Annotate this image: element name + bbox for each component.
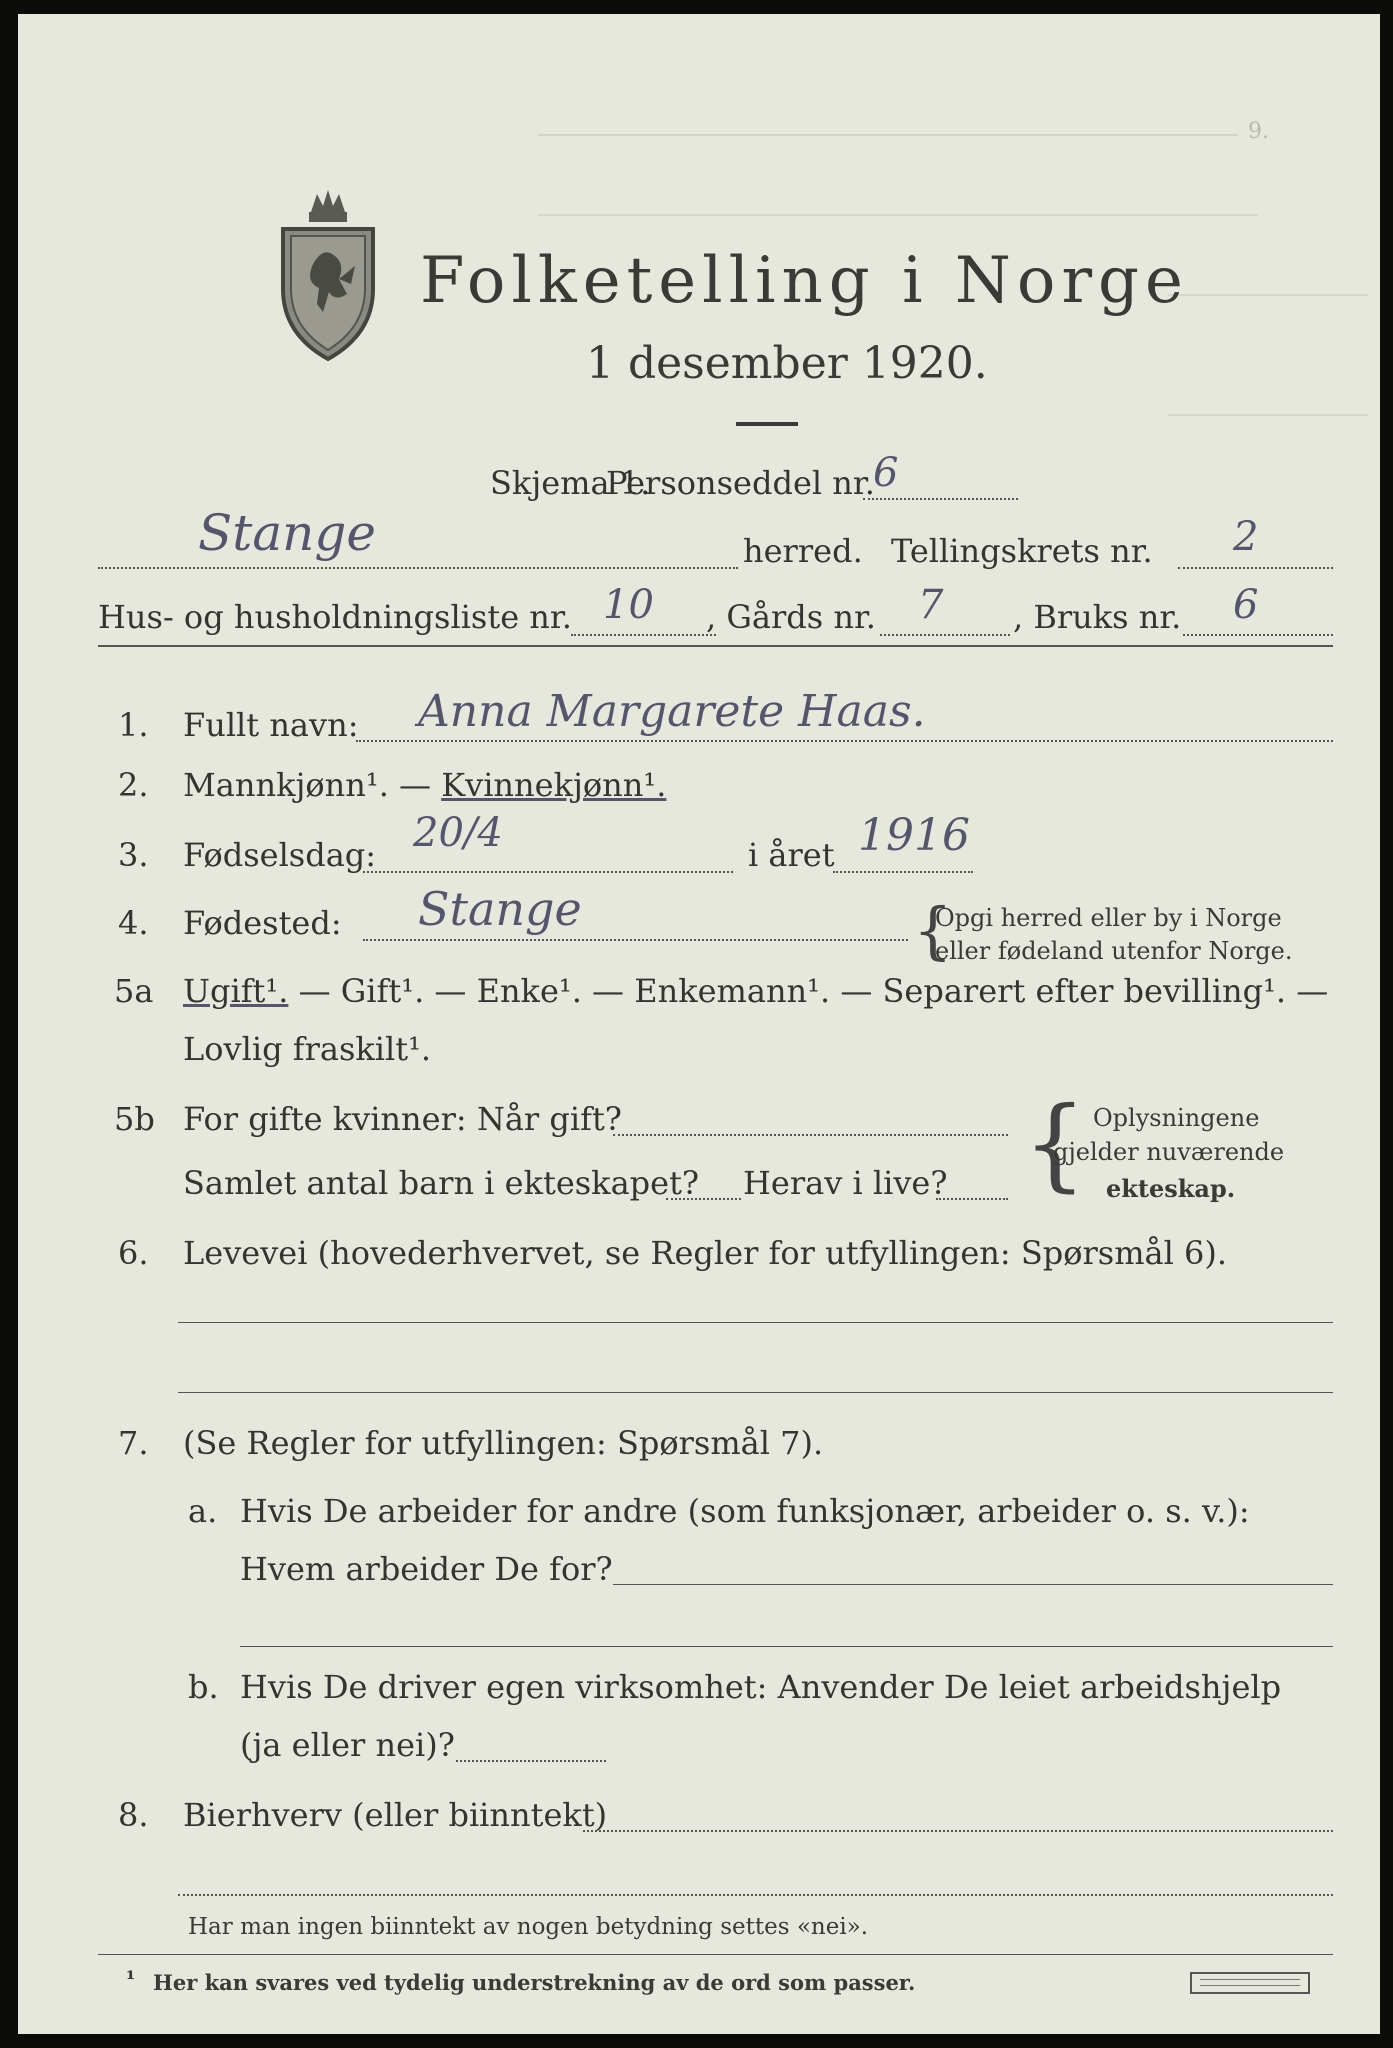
q7-label: (Se Regler for utfyllingen: Spørsmål 7). [183,1424,824,1462]
q2-mannkjonn-option[interactable]: Mannkjønn¹. — [183,766,442,804]
bruks-value[interactable]: 6 [1233,582,1259,628]
gards-label: , Gårds nr. [706,598,876,636]
bleed-through-line [1168,414,1368,416]
q3-number: 3. [118,836,149,874]
q5b-note-line3: ekteskap. [1106,1174,1236,1203]
gards-field-line [880,634,1010,636]
census-date: 1 desember 1920. [586,338,988,389]
q7a-letter: a. [188,1492,218,1530]
title-divider [736,422,798,426]
q1-label: Fullt navn: [183,706,359,744]
q5b-barn-label: Samlet antal barn i ekteskapet? [183,1164,700,1202]
q2-kvinnekjonn-option[interactable]: Kvinnekjønn¹. [441,766,667,804]
q5a-number: 5a [114,972,154,1010]
q8-number: 8. [118,1796,149,1834]
q5b-number: 5b [114,1100,155,1138]
form-title: Folketelling i Norge [420,244,1189,318]
bleed-through-text: 9. [1248,119,1269,144]
q7b-ja-nei-label: (ja eller nei)? [240,1726,455,1764]
q6-answer-line-1[interactable] [178,1322,1333,1323]
q8-answer-line[interactable] [583,1830,1333,1832]
q5b-nar-gift-field-line [613,1134,1008,1136]
q5b-nar-gift-label: For gifte kvinner: Når gift? [183,1100,622,1138]
q3-birthday-value[interactable]: 20/4 [413,810,503,856]
q4-note-line1: Opgi herred eller by i Norge [935,904,1282,932]
q4-birthplace-value[interactable]: Stange [418,882,582,936]
q7a-hvem-label: Hvem arbeider De for? [240,1550,613,1588]
gards-value[interactable]: 7 [918,582,944,628]
q5b-i-live-label: Herav i live? [743,1164,948,1202]
norwegian-coat-of-arms-icon [273,184,383,364]
q7-number: 7. [118,1424,149,1462]
q7a-answer-line-2[interactable] [240,1646,1333,1647]
q4-brace: { [913,894,953,967]
herred-label: herred. [743,532,863,570]
herred-value[interactable]: Stange [198,504,376,562]
q3-year-value[interactable]: 1916 [858,810,970,861]
bruks-label: , Bruks nr. [1013,598,1182,636]
q6-number: 6. [118,1234,149,1272]
husliste-value[interactable]: 10 [603,582,654,628]
q7b-text: Hvis De driver egen virksomhet: Anvender De leiet arbeidshjelp [240,1668,1282,1706]
q3-year-label: i året [748,836,835,874]
q2-number: 2. [118,766,149,804]
tellingskrets-value[interactable]: 2 [1233,514,1259,560]
herred-field-line [98,567,738,569]
bleed-through-line [1168,294,1368,296]
q4-note-line2: eller fødeland utenfor Norge. [935,937,1293,965]
bruks-field-line [1183,634,1333,636]
q3-field-line [363,871,733,873]
q6-label: Levevei (hovederhvervet, se Regler for utfyllingen: Spørsmål 6). [183,1234,1228,1272]
printer-stamp-icon [1190,1972,1310,1994]
husliste-field-line [571,634,716,636]
footnote-rule [98,1954,1333,1955]
q3-year-field-line [833,871,973,873]
header-rule [98,645,1333,647]
personseddel-field-line [863,498,1018,500]
q4-label: Fødested: [183,904,342,942]
q5a-other-options[interactable]: — Gift¹. — Enke¹. — Enkemann¹. — Separert efter bevilling¹. — [288,972,1329,1010]
bleed-through-line [538,214,1258,216]
skjema-label: Skjema 1. [490,464,651,502]
q5b-note-line1: Oplysningene [1093,1104,1260,1132]
q7a-answer-line[interactable] [613,1584,1333,1585]
q1-full-name-value[interactable]: Anna Margarete Haas. [418,686,926,737]
bleed-through-line [538,134,1238,136]
q3-label: Fødselsdag: [183,836,377,874]
q8-label: Bierhverv (eller biinntekt) [183,1796,608,1834]
husliste-label: Hus- og husholdningsliste nr. [98,598,572,636]
footnote-text: Her kan svares ved tydelig understrekning av de ord som passer. [153,1970,916,1995]
personseddel-label: Personseddel nr. [606,464,875,502]
q5b-barn-field-line [666,1198,741,1200]
q1-field-line [356,740,1333,742]
q7b-answer-line[interactable] [456,1760,606,1762]
q1-number: 1. [118,706,149,744]
q2-options [183,766,666,804]
footnote-mark: ¹ [126,1966,136,1991]
q4-field-line [363,939,908,941]
q5a-options [183,972,1328,1010]
personseddel-value[interactable]: 6 [873,450,899,496]
tellingskrets-field-line [1178,567,1333,569]
q5b-brace: { [1023,1085,1087,1202]
q7a-text: Hvis De arbeider for andre (som funksjonær, arbeider o. s. v.): [240,1492,1250,1530]
q6-answer-line-2[interactable] [178,1392,1333,1393]
census-form-page [18,14,1380,2034]
q5a-fraskilt-option[interactable]: Lovlig fraskilt¹. [183,1030,432,1068]
q8-answer-line-2[interactable] [178,1894,1333,1896]
q5b-i-live-field-line [936,1198,1008,1200]
q5a-ugift-option[interactable]: Ugift¹. [183,972,289,1010]
q5b-note-line2: gjelder nuværende [1053,1138,1285,1166]
q4-number: 4. [118,904,149,942]
q8-note: Har man ingen biinntekt av nogen betydning settes «nei». [188,1914,869,1940]
tellingskrets-label: Tellingskrets nr. [891,532,1153,570]
q7b-letter: b. [188,1668,219,1706]
